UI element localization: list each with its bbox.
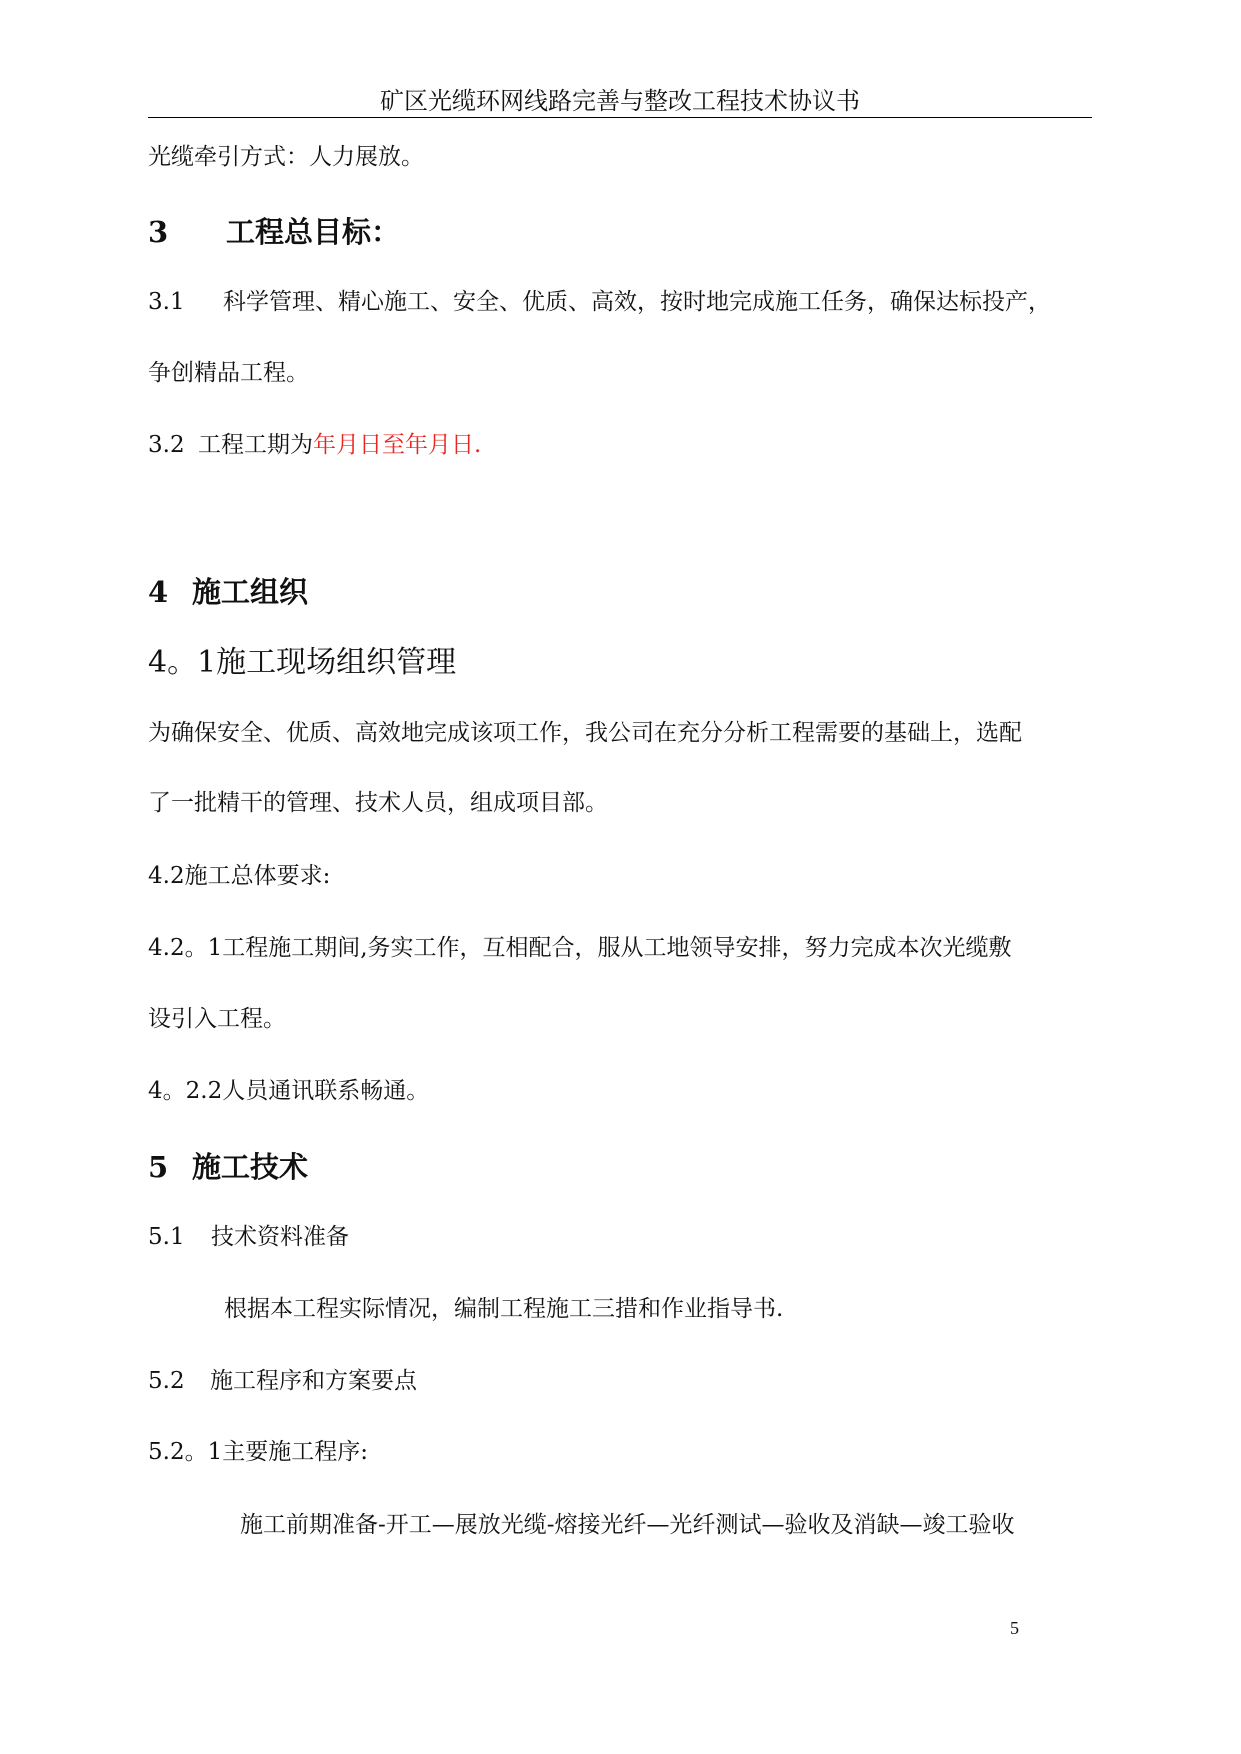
item-3-2-text: 工程工期为 (198, 432, 313, 458)
item-3-1-continuation: 争创精品工程。 (148, 360, 309, 386)
traction-method-line: 光缆牵引方式：人力展放。 (148, 144, 424, 170)
item-5-2-text: 施工程序和方案要点 (210, 1368, 417, 1394)
item-5-2-number: 5.2 (148, 1368, 185, 1394)
item-5-2 (148, 1366, 417, 1396)
item-3-2 (148, 430, 481, 460)
section-4-title: 施工组织 (192, 575, 309, 609)
section-4-heading (148, 574, 308, 610)
item-4-2-2: 4。2.2人员通讯联系畅通。 (148, 1078, 430, 1104)
paragraph-5-1: 根据本工程实际情况，编制工程施工三措和作业指导书. (224, 1296, 784, 1322)
item-3-1-number: 3.1 (148, 289, 185, 315)
paragraph-4-1-line-1: 为确保安全、优质、高效地完成该项工作，我公司在充分分析工程需要的基础上，选配 (148, 720, 1022, 746)
section-5-number: 5 (148, 1150, 169, 1184)
item-5-2-1: 5.2。1主要施工程序: (148, 1439, 368, 1465)
item-4-2-1-line-1: 4.2。1工程施工期间,务实工作，互相配合，服从工地领导安排，努力完成本次光缆敷 (148, 935, 1012, 961)
section-4-number: 4 (148, 575, 169, 609)
item-5-1 (148, 1222, 349, 1252)
paragraph-5-2-1-procedure: 施工前期准备-开工—展放光缆-熔接光纤—光纤测试—验收及消缺—竣工验收 (240, 1512, 1015, 1538)
section-3-heading (148, 214, 400, 250)
section-4-1-heading: 4。1施工现场组织管理 (148, 645, 457, 680)
item-3-2-number: 3.2 (148, 432, 185, 458)
section-3-title: 工程总目标： (226, 215, 401, 249)
header-rule (148, 117, 1092, 118)
section-5-title: 施工技术 (192, 1150, 309, 1184)
running-header-title: 矿区光缆环网线路完善与整改工程技术协议书 (380, 87, 860, 115)
item-3-1-text: 科学管理、精心施工、安全、优质、高效，按时地完成施工任务，确保达标投产， (223, 289, 1051, 315)
item-5-1-number: 5.1 (148, 1224, 185, 1250)
item-5-1-text: 技术资料准备 (211, 1224, 349, 1250)
item-4-2: 4.2施工总体要求: (148, 863, 331, 889)
section-3-number: 3 (148, 215, 169, 249)
item-4-2-1-line-2: 设引入工程。 (148, 1006, 286, 1032)
item-3-1 (148, 287, 1051, 317)
section-5-heading (148, 1149, 308, 1185)
item-3-2-date-range: 年月日至年月日. (313, 432, 482, 458)
paragraph-4-1-line-2: 了一批精干的管理、技术人员，组成项目部。 (148, 790, 608, 816)
page-number: 5 (1010, 1618, 1019, 1638)
